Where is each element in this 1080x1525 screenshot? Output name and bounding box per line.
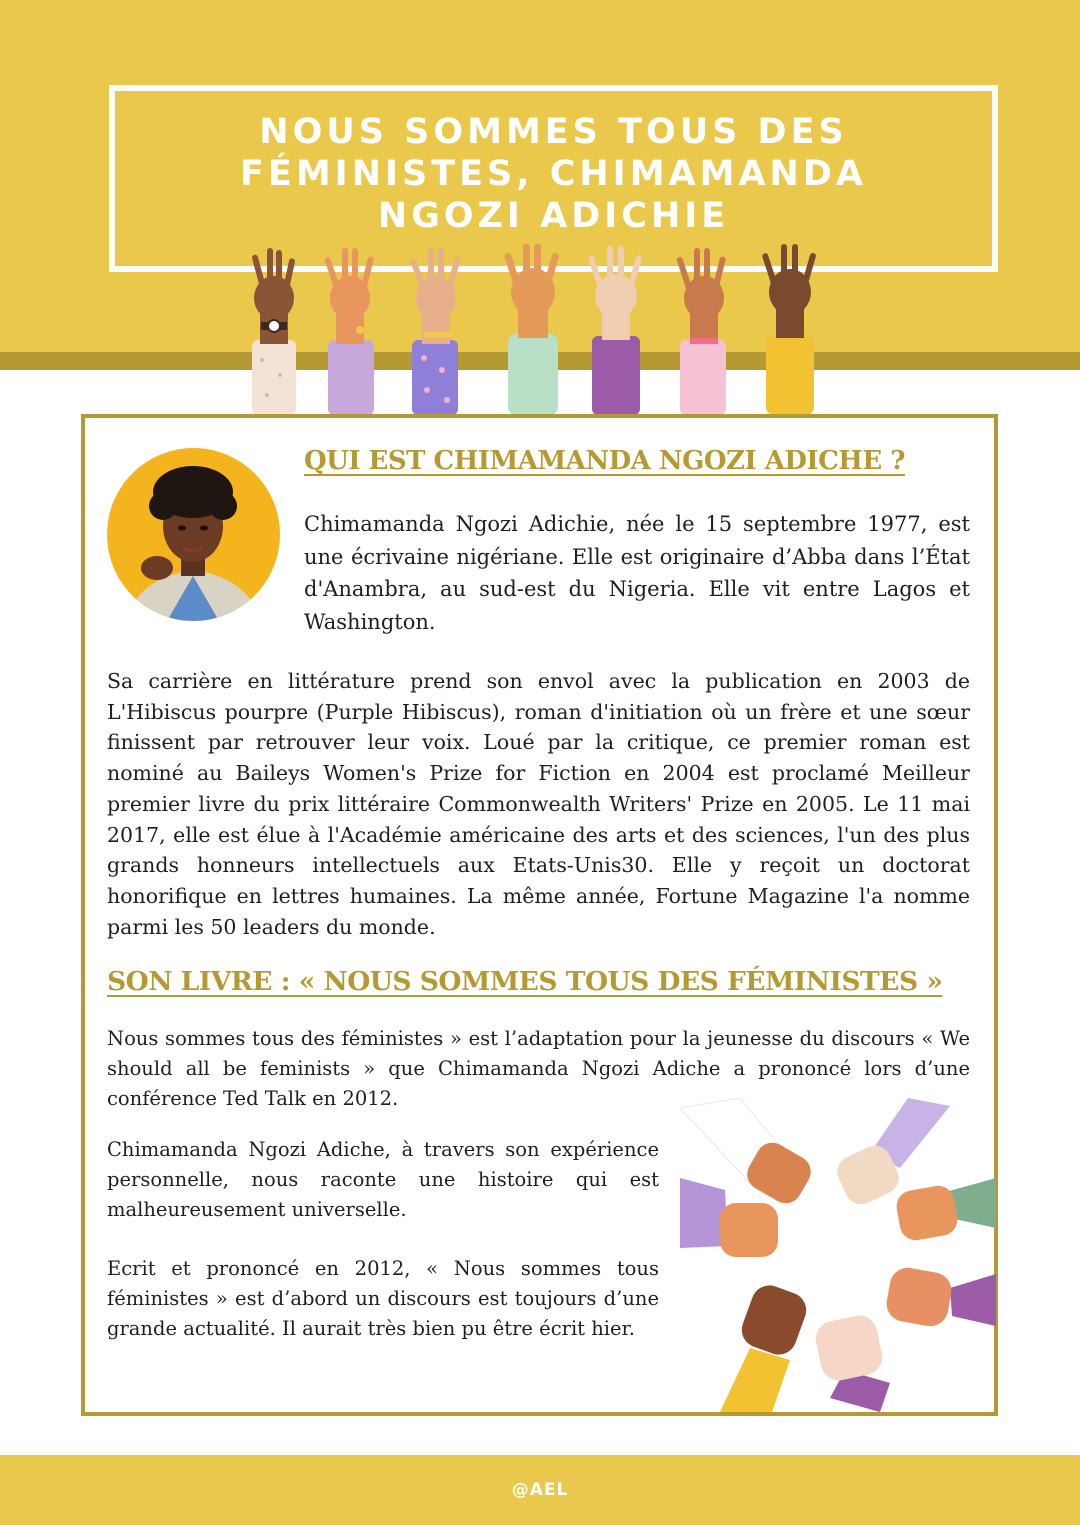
raised-hand-4 — [503, 244, 559, 415]
career-paragraph: Sa carrière en littérature prend son envol avec la publication en 2003 de L'Hibiscus pourpre (Purple Hibiscus), roman d'initiation où un frère et une sœur finissent par retrouver leur voix. Loué par la critique, ce premier roman est nominé au Baileys Women's Prize for Fiction en 2004 est proclamé Meilleur premier livre du prix littéraire Commonwealth Writers' Prize en 2005. Le 11 mai 2017, elle est élue à l'Académie américaine des arts et des sciences, l'un des plus grands honneurs intellectuels aux Etats-Unis30. Elle y reçoit un doctorat honorifique en lettres humaines. La même année, Fortune Magazine l'a nomme parmi les 50 leaders du monde. — [107, 669, 970, 939]
book-paragraph: Nous sommes tous des féministes » est l’adaptation pour la jeunesse du discours « We should all be feminists » que Chimamanda Ngozi Adiche a prononcé lors d’une conférence Ted Talk en 2012. — [107, 1027, 970, 1110]
raised-hand-2 — [324, 248, 374, 415]
section-heading-who: QUI EST CHIMAMANDA NGOZI ADICHE ? — [304, 446, 905, 476]
experience-paragraph: Chimamanda Ngozi Adiche, à travers son expérience personnelle, nous raconte une histoire qui est malheureusement universelle. — [107, 1138, 659, 1221]
raised-hand-6 — [676, 248, 726, 415]
section-heading-book: SON LIVRE : « NOUS SOMMES TOUS DES FÉMINISTES » — [107, 966, 943, 997]
raised-hand-7 — [761, 244, 816, 415]
fist-right-lower — [884, 1265, 996, 1329]
footer-credit: @AEL — [511, 1480, 569, 1500]
raised-hands-illustration — [232, 240, 852, 415]
fist-bottom-center — [812, 1312, 890, 1412]
footer-band — [0, 1455, 1080, 1525]
author-portrait — [107, 448, 280, 621]
page-title: NOUS SOMMES TOUS DES FÉMINISTES, CHIMAMANDA NGOZI ADICHIE — [240, 111, 867, 236]
fist-bottom-left — [720, 1280, 811, 1412]
fists-circle-illustration — [680, 1098, 996, 1412]
raised-hand-3 — [410, 248, 461, 415]
raised-hand-5 — [587, 246, 642, 415]
intro-paragraph: Chimamanda Ngozi Adichie, née le 15 septembre 1977, est une écrivaine nigériane. Elle est originaire d’Abba dans l’État d'Anambra, au sud-est du Nigeria. Elle vit entre Lagos et Washington. — [304, 512, 970, 634]
raised-hand-1 — [251, 248, 296, 415]
written-paragraph: Ecrit et prononcé en 2012, « Nous sommes tous féministes » est d’abord un discours est toujours d’une grande actualité. Il aurait très bien pu être écrit hier. — [107, 1257, 659, 1340]
fist-right-upper — [894, 1178, 996, 1243]
